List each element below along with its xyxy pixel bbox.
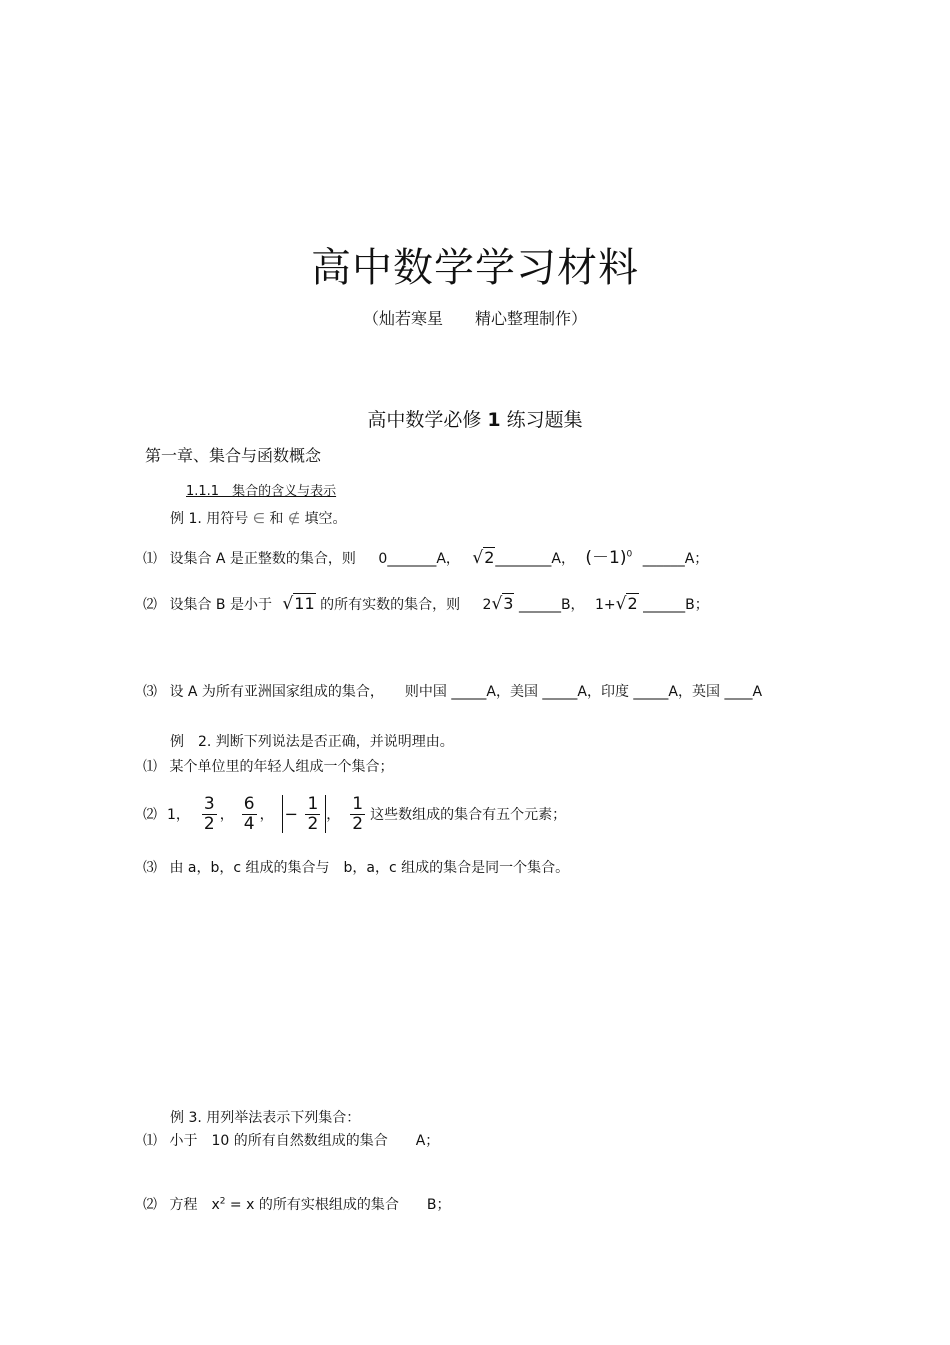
example-2-question-1: ⑴ 某个单位里的年轻人组成一个集合； [143, 759, 394, 775]
example-1-question-2: ⑵ 设集合 B 是小于 √11 的所有实数的集合，则 2√3 ______B， 1+√2 ______B； [143, 594, 709, 614]
page-subtitle: （灿若寒星 精心整理制作） [362, 309, 587, 328]
example-1-question-1: ⑴ 设集合 A 是正整数的集合，则 0_______A， √2________A， $(-1)^0$ ______A； [143, 548, 709, 568]
page-title: 高中数学学习材料 [311, 245, 639, 291]
example-1-prompt: 例 1. 用符号 ∈ 和 ∉ 填空。 [170, 511, 347, 527]
example-3-question-2: ⑵ 方程 $x^2 = x$ 的所有实根组成的集合 B； [143, 1196, 451, 1213]
blank: ________A， [495, 551, 575, 567]
section-title: 1.1.1 集合的含义与表示 [186, 484, 337, 499]
blank: _______A， [387, 551, 460, 567]
heading-post: 练习题集 [506, 409, 583, 431]
heading-num: 1 [487, 409, 501, 431]
sqrt-2: √2 [615, 594, 638, 614]
example-3-question-1: ⑴ 小于 10 的所有自然数组成的集合 A； [143, 1133, 440, 1149]
example-2-question-3: ⑶ 由 a，b，c 组成的集合与 b，a，c 组成的集合是同一个集合。 [143, 860, 570, 876]
absolute-neg-half: − $\frac{1}{2}$ [282, 795, 327, 833]
blank: ______A； [642, 551, 709, 567]
exercise-set-heading [0, 405, 950, 432]
fraction-3-2: $\frac{3}{2}$ [203, 793, 215, 834]
element-of-symbol: ∈ [252, 511, 265, 527]
chapter-title: 第一章、集合与函数概念 [145, 446, 322, 465]
sqrt-3: √3 [491, 594, 514, 614]
fraction-6-4: $\frac{6}{4}$ [243, 793, 255, 834]
neg-one-power-zero: $(-1)^0$ [585, 548, 633, 568]
example-3-prompt: 例 3. 用列举法表示下列集合： [170, 1110, 361, 1126]
blank: ______B， [518, 597, 585, 613]
heading-pre: 高中数学必修 [367, 409, 482, 431]
not-element-of-symbol: ∉ [287, 511, 301, 527]
sqrt-11: √11 [282, 594, 315, 614]
sqrt-2: √2 [472, 548, 495, 568]
example-1-question-3: ⑶ 设 A 为所有亚洲国家组成的集合， 则中国 _____A，美国 _____A，印度 _____A，英国 ____A [143, 684, 763, 700]
fraction-1-2: $\frac{1}{2}$ [352, 793, 364, 834]
example-2-question-2: ⑵ 1， $\frac{3}{2}$ ， $\frac{6}{4}$ ， − $\frac{1}{2}$ ， $\frac{1}{2}$ 这些数组成的集合有五个元素； [143, 793, 567, 834]
blank: ______B； [643, 597, 709, 613]
example-2-prompt: 例 2. 判断下列说法是否正确，并说明理由。 [170, 734, 454, 750]
